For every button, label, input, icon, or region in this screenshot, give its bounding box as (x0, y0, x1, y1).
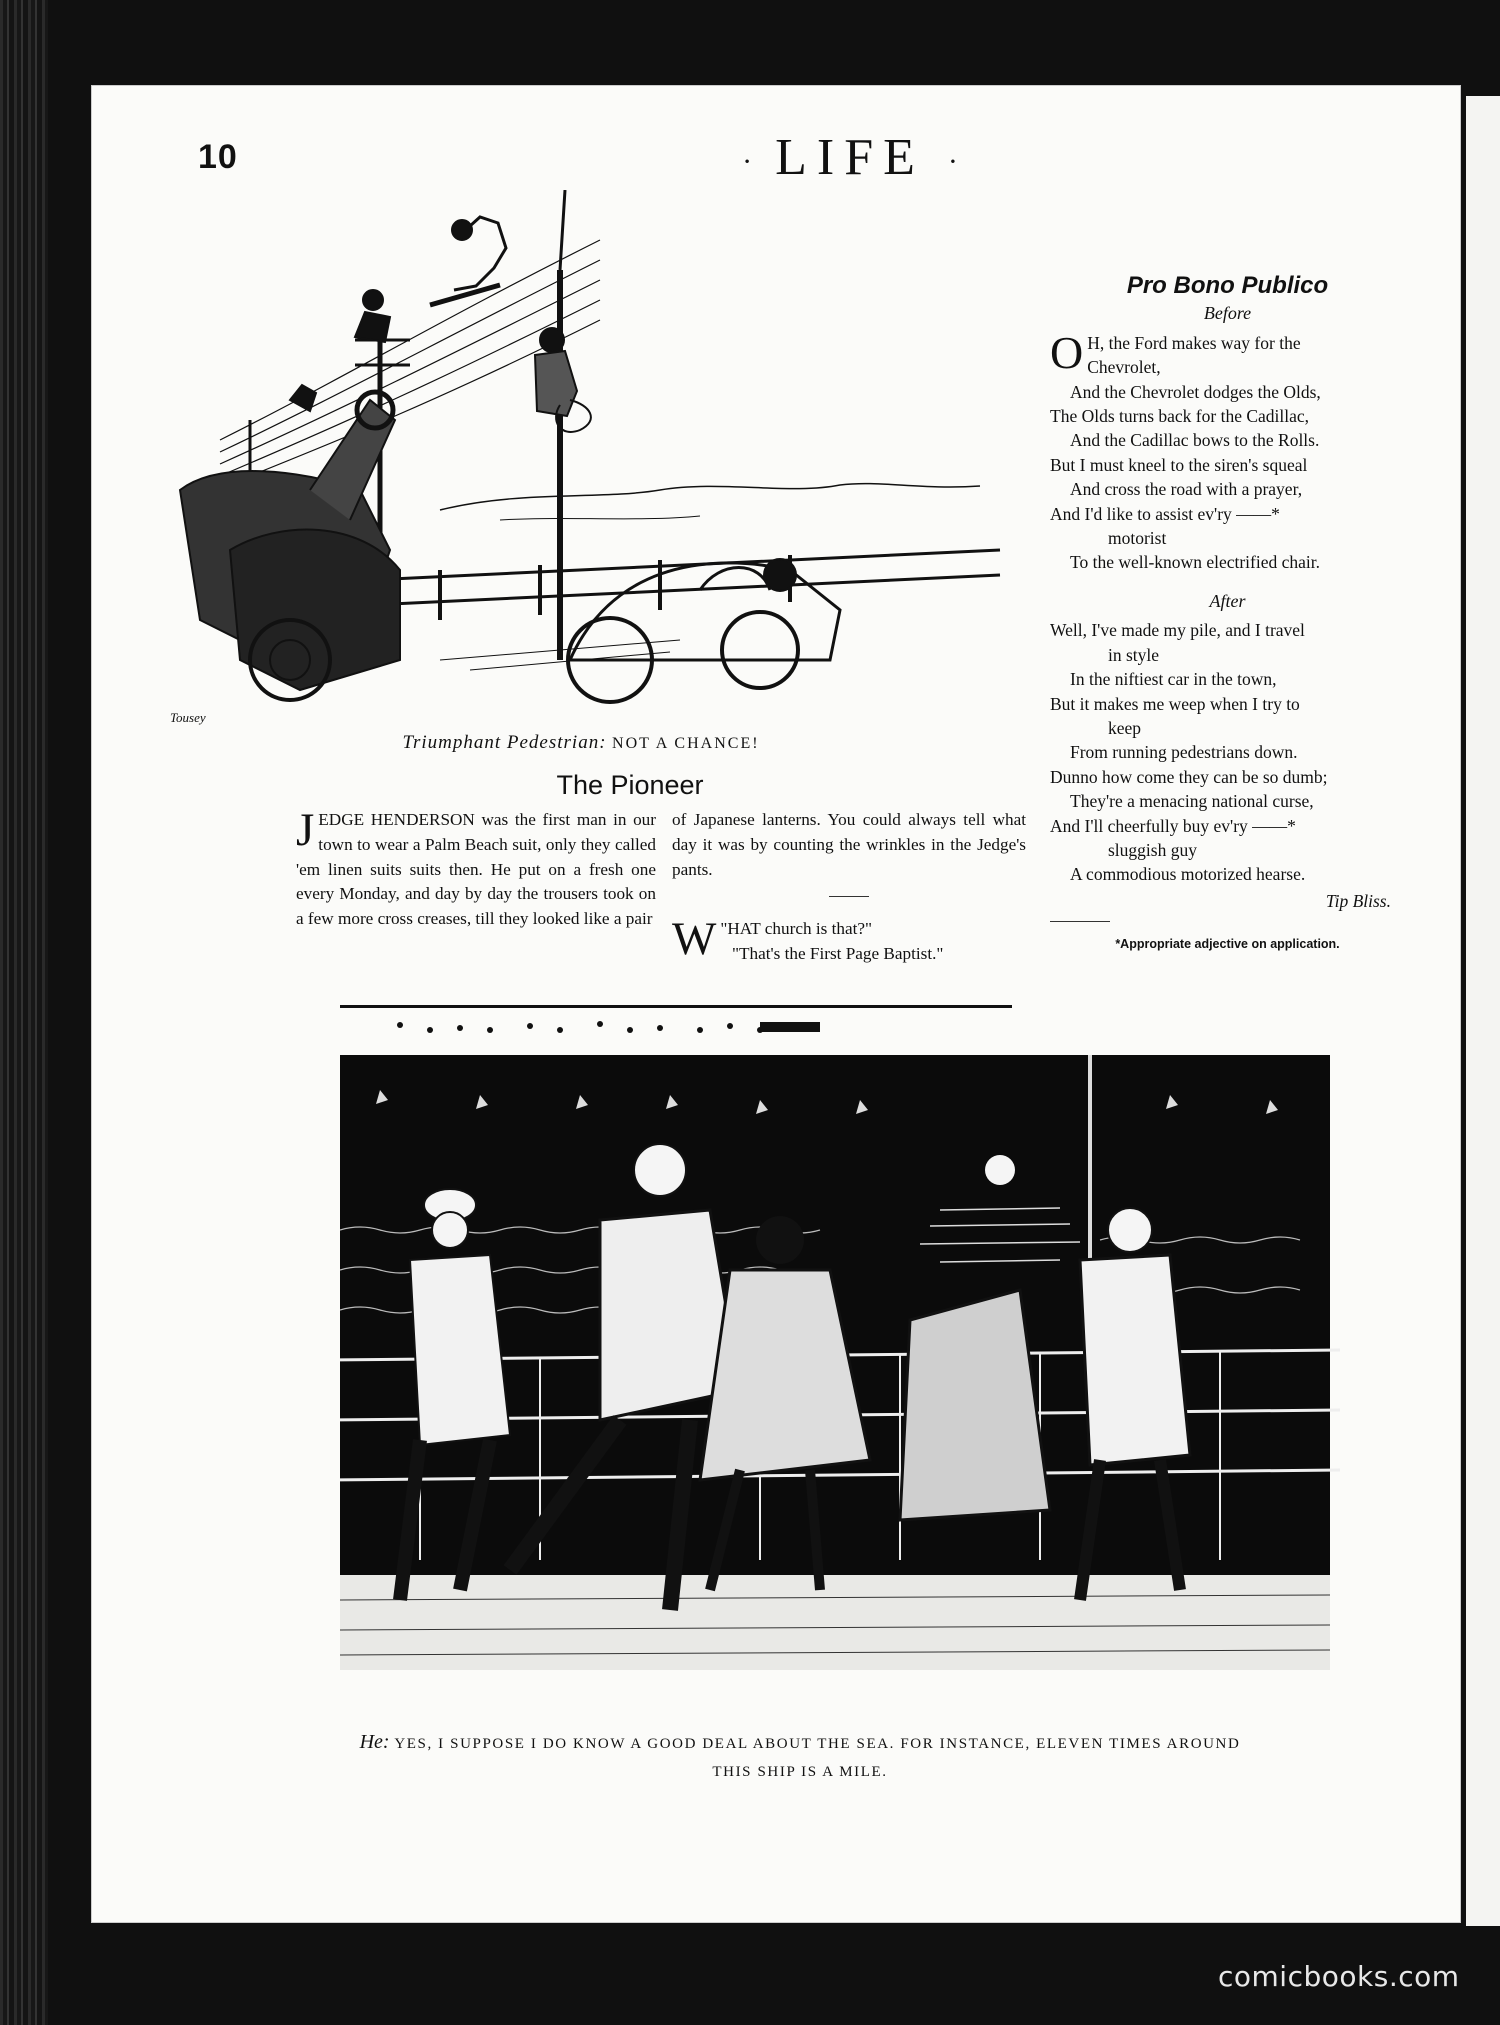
caption-speaker: He: (359, 1731, 390, 1753)
joke-line-2: "That's the First Page Baptist." (732, 944, 944, 964)
poem-stanza-after (1050, 618, 1405, 886)
masthead (650, 128, 1050, 187)
poem-line: And I'll cheerfully buy ev'ry ——* (1050, 815, 1296, 836)
poem-line: From running pedestrians down. (1070, 742, 1298, 763)
poem-stanza-before (1050, 326, 1405, 575)
site-watermark: comicbooks.com (1218, 1960, 1460, 1993)
poem-line: And I'd like to assist ev'ry ——* (1050, 503, 1280, 524)
pedestrian-cartoon-illustration (140, 190, 1050, 750)
poem-line: And the Chevrolet dodges the Olds, (1070, 381, 1321, 402)
article-dropcap: J (296, 804, 315, 856)
poem-line: Chevrolet, (1087, 357, 1161, 378)
poem-line: H, the Ford makes way for the (1087, 332, 1301, 353)
page-number: 10 (198, 138, 238, 176)
poem-pro-bono-publico (1050, 274, 1405, 957)
poem-footnote: *Appropriate adjective on application. (1115, 937, 1340, 952)
poem-line: keep (1108, 717, 1142, 738)
poem-line: A commodious motorized hearse. (1070, 864, 1306, 885)
joke-dropcap: W (672, 913, 717, 966)
poem-line: But it makes me weep when I try to (1050, 693, 1300, 714)
poem-line: The Olds turns back for the Cadillac, (1050, 406, 1310, 427)
church-joke (672, 913, 1026, 967)
joke-line-1: "HAT church is that?" (720, 919, 873, 939)
ship-deck-cartoon-illustration (340, 1000, 1340, 1690)
column-divider (829, 896, 869, 897)
poem-line: In the niftiest car in the town, (1070, 669, 1277, 690)
poem-line: in style (1108, 644, 1160, 665)
poem-line: And the Cadillac bows to the Rolls. (1070, 430, 1320, 451)
poem-before-heading: Before (1203, 303, 1252, 324)
poem-line: Well, I've made my pile, and I travel (1050, 620, 1305, 641)
scan-left-edge (0, 0, 48, 2025)
caption-speaker: Triumphant Pedestrian: (402, 732, 607, 753)
caption-line-2: THIS SHIP IS A MILE. (712, 1764, 888, 1780)
poem-divider (1050, 921, 1110, 922)
article-body-2: of Japanese lanterns. You could always tell what day it was by counting the wrinkles in the Jedge's pants. (672, 810, 1026, 879)
poem-line: motorist (1108, 528, 1167, 549)
masthead-dot-right: · (947, 145, 958, 179)
article-title: The Pioneer (556, 770, 704, 800)
article-column-1 (296, 804, 656, 932)
poem-line: They're a menacing national curse, (1070, 791, 1314, 812)
masthead-title: LIFE (775, 129, 925, 186)
bottom-cartoon-caption (300, 1728, 1300, 1786)
masthead-dot-left: · (742, 145, 753, 179)
poem-signature: Tip Bliss. (1325, 890, 1391, 911)
poem-title: Pro Bono Publico (1126, 272, 1329, 299)
poem-after-heading: After (1209, 590, 1246, 611)
top-cartoon-caption (236, 732, 926, 754)
article-body-1: EDGE HENDERSON was the first man in our town to wear a Palm Beach suit, only they called 'em linen suits suits then. He put on a fresh one every Monday, and day by day the trousers took on a few more cross creases, till they looked like a pair (296, 810, 656, 929)
caption-text-1: YES, I SUPPOSE I DO KNOW A GOOD DEAL ABOUT THE SEA. FOR INSTANCE, ELEVEN TIMES AROUND (394, 1736, 1241, 1752)
poem-dropcap: O (1050, 326, 1084, 378)
poem-line: Dunno how come they can be so dumb; (1050, 766, 1328, 787)
article-column-2 (672, 808, 1026, 967)
poem-line: But I must kneel to the siren's squeal (1050, 454, 1308, 475)
caption-line-1 (300, 1728, 1300, 1758)
cartoon-artist-signature: Tousey (170, 710, 206, 725)
poem-line: To the well-known electrified chair. (1070, 552, 1320, 573)
next-page-edge (1466, 96, 1500, 1926)
caption-text: NOT A CHANCE! (612, 735, 760, 752)
poem-line: And cross the road with a prayer, (1070, 479, 1303, 500)
poem-line: sluggish guy (1108, 839, 1197, 860)
